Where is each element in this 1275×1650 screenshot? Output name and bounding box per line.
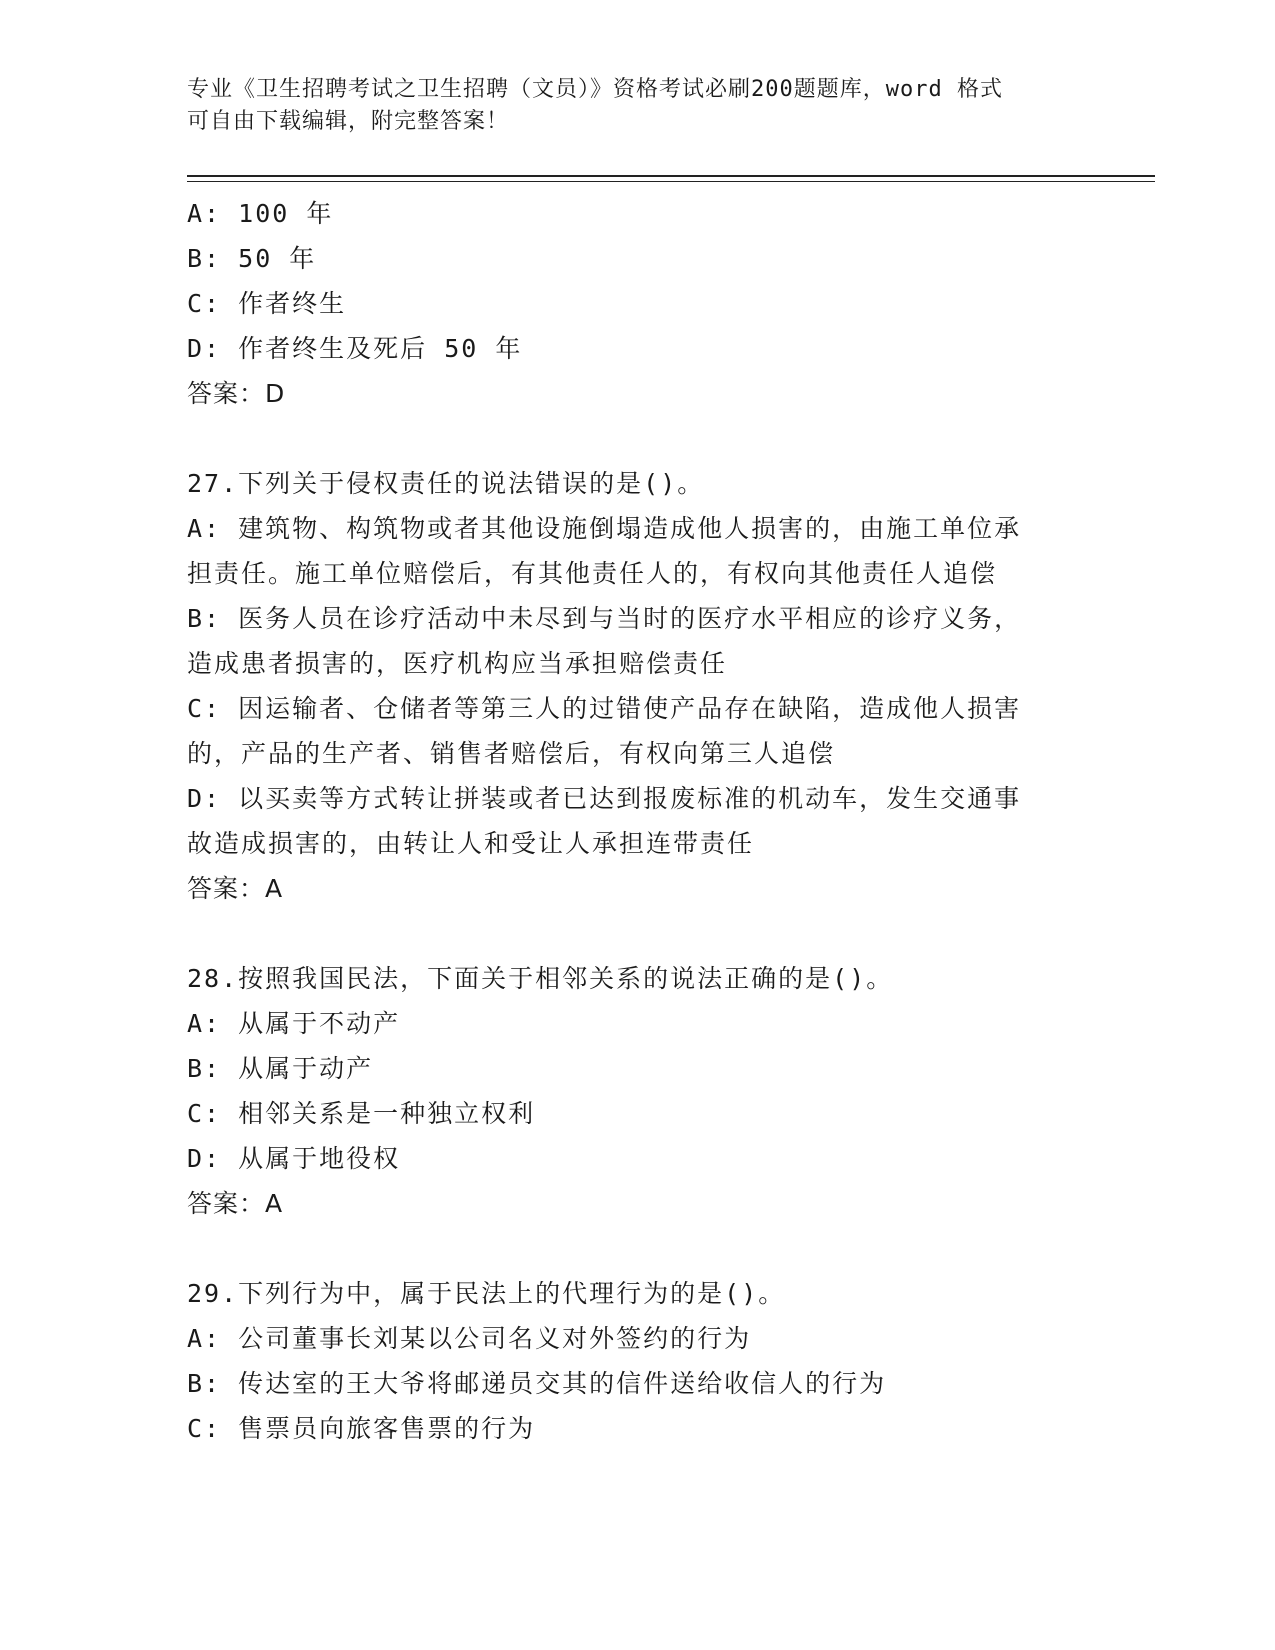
option-d-line-1: D: 以买卖等方式转让拼装或者已达到报废标准的机动车，发生交通事 bbox=[187, 784, 1022, 813]
option-b-line-1: B: 医务人员在诊疗活动中未尽到与当时的医疗水平相应的诊疗义务， bbox=[187, 604, 1022, 633]
option-b: B: 50 年 bbox=[187, 244, 317, 273]
answer-line: 答案：D bbox=[187, 379, 286, 408]
option-b: B: 从属于动产 bbox=[187, 1054, 374, 1083]
spacer bbox=[187, 1226, 1087, 1271]
option-c-line-1: C: 因运输者、仓储者等第三人的过错使产品存在缺陷，造成他人损害 bbox=[187, 694, 1022, 723]
answer-line: 答案：A bbox=[187, 874, 284, 903]
option-c-line-2: 的，产品的生产者、销售者赔偿后，有权向第三人追偿 bbox=[187, 739, 836, 768]
option-d: D: 作者终生及死后 50 年 bbox=[187, 334, 523, 363]
question-27 bbox=[187, 461, 1087, 911]
header-rule-thick bbox=[187, 175, 1155, 177]
document-header bbox=[187, 74, 1087, 138]
question-stem: 27.下列关于侵权责任的说法错误的是()。 bbox=[187, 469, 705, 498]
question-28 bbox=[187, 956, 1087, 1226]
question-list bbox=[187, 191, 1087, 1451]
option-a: A: 从属于不动产 bbox=[187, 1009, 401, 1038]
option-c: C: 售票员向旅客售票的行为 bbox=[187, 1414, 536, 1443]
header-line-2: 可自由下载编辑，附完整答案！ bbox=[187, 109, 510, 134]
option-a-line-2: 担责任。施工单位赔偿后，有其他责任人的，有权向其他责任人追偿 bbox=[187, 559, 998, 588]
option-d: D: 从属于地役权 bbox=[187, 1144, 401, 1173]
question-26-tail bbox=[187, 191, 1087, 416]
spacer bbox=[187, 911, 1087, 956]
option-b-line-2: 造成患者损害的，医疗机构应当承担赔偿责任 bbox=[187, 649, 728, 678]
spacer bbox=[187, 416, 1087, 461]
option-a: A: 100 年 bbox=[187, 199, 334, 228]
option-c: C: 相邻关系是一种独立权利 bbox=[187, 1099, 536, 1128]
question-stem: 29.下列行为中，属于民法上的代理行为的是()。 bbox=[187, 1279, 786, 1308]
option-a: A: 公司董事长刘某以公司名义对外签约的行为 bbox=[187, 1324, 752, 1353]
header-rule-thin bbox=[187, 181, 1155, 182]
option-d-line-2: 故造成损害的，由转让人和受让人承担连带责任 bbox=[187, 829, 755, 858]
option-a-line-1: A: 建筑物、构筑物或者其他设施倒塌造成他人损害的，由施工单位承 bbox=[187, 514, 1022, 543]
header-line-1: 专业《卫生招聘考试之卫生招聘（文员）》资格考试必刷200题题库，word 格式 bbox=[187, 77, 1003, 102]
option-c: C: 作者终生 bbox=[187, 289, 347, 318]
question-29 bbox=[187, 1271, 1087, 1451]
answer-line: 答案：A bbox=[187, 1189, 284, 1218]
option-b: B: 传达室的王大爷将邮递员交其的信件送给收信人的行为 bbox=[187, 1369, 887, 1398]
question-stem: 28.按照我国民法，下面关于相邻关系的说法正确的是()。 bbox=[187, 964, 894, 993]
